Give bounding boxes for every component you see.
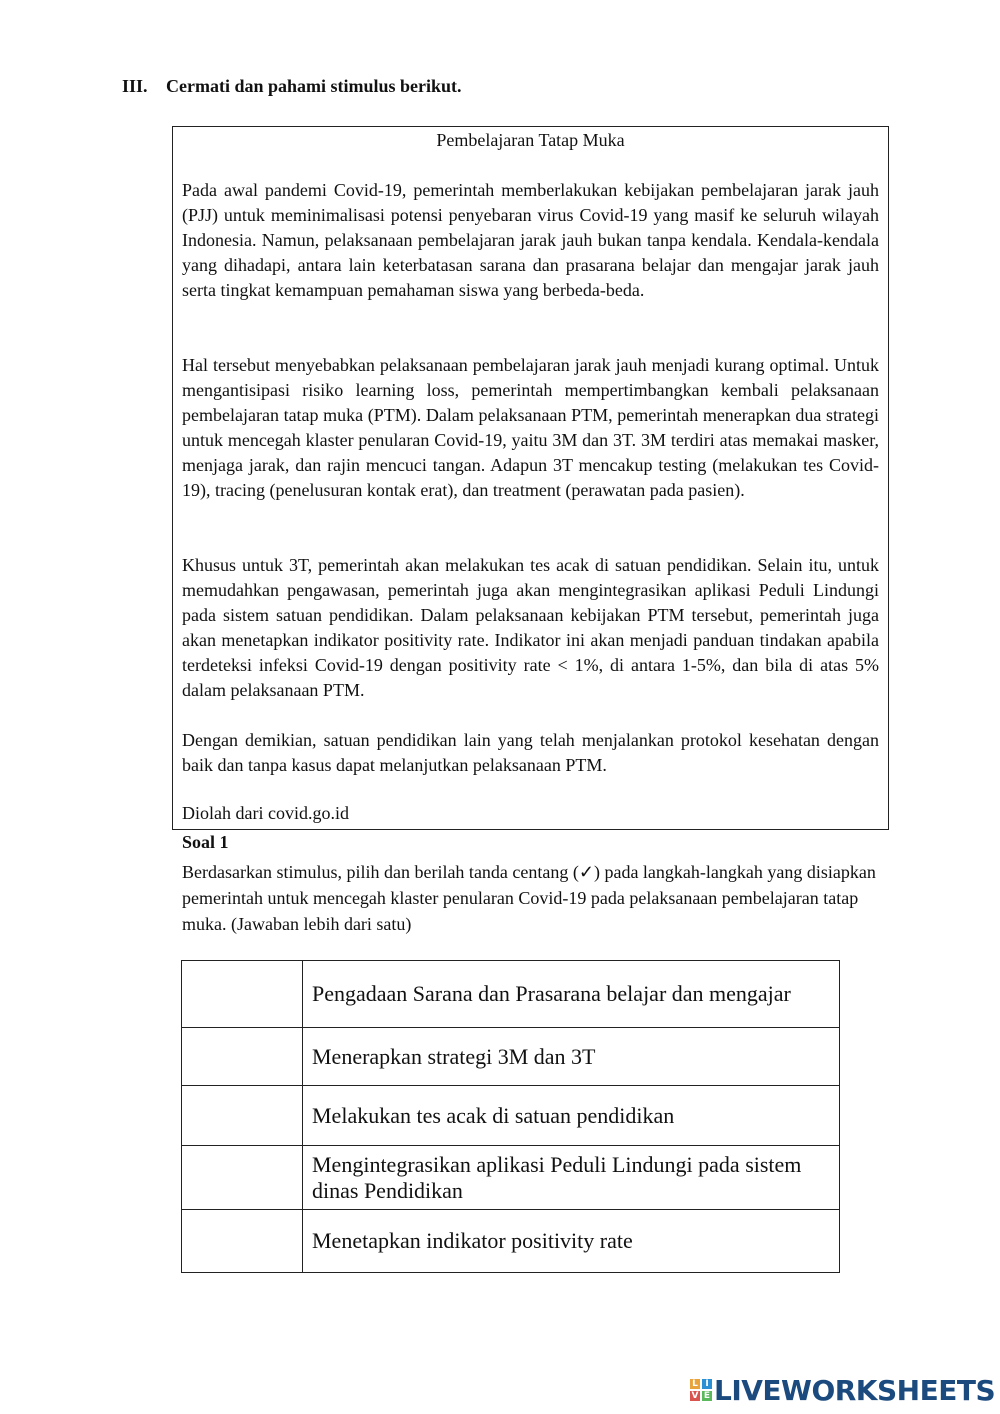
logo-mark-letter: I bbox=[702, 1379, 712, 1389]
section-instruction: Cermati dan pahami stimulus berikut. bbox=[166, 76, 462, 96]
logo-mark-letter: L bbox=[690, 1379, 700, 1389]
logo-text: LIVEWORKSHEETS bbox=[714, 1373, 996, 1407]
section-heading bbox=[122, 76, 462, 97]
liveworksheets-logo bbox=[690, 1374, 995, 1406]
option-label-5: Menetapkan indikator positivity rate bbox=[303, 1210, 840, 1273]
option-label-2: Menerapkan strategi 3M dan 3T bbox=[303, 1028, 840, 1086]
option-row bbox=[182, 961, 840, 1028]
option-row bbox=[182, 1210, 840, 1273]
question-text: Berdasarkan stimulus, pilih dan berilah tanda centang (✓) pada langkah-langkah yang disiapkan pemerintah untuk mencegah klaster penularan Covid-19 pada pelaksanaan pembelajaran tatap muka. (Jawaban lebih dari satu) bbox=[182, 862, 876, 934]
option-checkbox-5[interactable] bbox=[182, 1210, 303, 1273]
stimulus-paragraph-1: Pada awal pandemi Covid-19, pemerintah memberlakukan kebijakan pembelajaran jarak jauh (PJJ) untuk meminimalisasi potensi penyebaran virus Covid-19 yang masif ke seluruh wilayah Indonesia. Namun, pelaksanaan pembelajaran jarak jauh bukan tanpa kendala. Kendala-kendala yang dihadapi, antara lain keterbatasan sarana dan prasarana belajar dan mengajar jarak jauh serta tingkat kemampuan pemahaman siswa yang berbeda-beda. bbox=[182, 180, 879, 300]
option-checkbox-2[interactable] bbox=[182, 1028, 303, 1086]
option-row bbox=[182, 1086, 840, 1146]
logo-mark-letter: E bbox=[703, 1391, 711, 1401]
option-checkbox-1[interactable] bbox=[182, 961, 303, 1028]
section-number: III. bbox=[122, 76, 148, 96]
option-checkbox-4[interactable] bbox=[182, 1146, 303, 1210]
option-label-1: Pengadaan Sarana dan Prasarana belajar dan mengajar bbox=[303, 961, 840, 1028]
option-label-3: Melakukan tes acak di satuan pendidikan bbox=[303, 1086, 840, 1146]
stimulus-title: Pembelajaran Tatap Muka bbox=[436, 130, 625, 150]
question-title: Soal 1 bbox=[182, 832, 229, 852]
logo-mark-letter: V bbox=[691, 1391, 699, 1401]
option-label-4: Mengintegrasikan aplikasi Peduli Lindungi pada sistem dinas Pendidikan bbox=[303, 1146, 840, 1210]
stimulus-paragraph-3: Khusus untuk 3T, pemerintah akan melakukan tes acak di satuan pendidikan. Selain itu, untuk memudahkan pengawasan, pemerintah juga akan mengintegrasikan aplikasi Peduli Lindungi pada sistem satuan pendidikan. Dalam pelaksanaan kebijakan PTM tersebut, pemerintah juga akan menetapkan indikator positivity rate. Indikator ini akan menjadi panduan tindakan apabila terdeteksi infeksi Covid-19 dengan positivity rate < 1%, di antara 1-5%, dan bila di atas 5% dalam pelaksanaan PTM. bbox=[182, 555, 879, 700]
answer-options-table bbox=[181, 960, 840, 1273]
option-row bbox=[182, 1146, 840, 1210]
logo-mark-icon bbox=[690, 1379, 712, 1401]
option-row bbox=[182, 1028, 840, 1086]
stimulus-paragraph-4: Dengan demikian, satuan pendidikan lain yang telah menjalankan protokol kesehatan dengan baik dan tanpa kasus dapat melanjutkan pelaksanaan PTM. bbox=[182, 730, 879, 775]
stimulus-paragraph-2: Hal tersebut menyebabkan pelaksanaan pembelajaran jarak jauh menjadi kurang optimal. Untuk mengantisipasi risiko learning loss, pemerintah mempertimbangkan kembali pelaksanaan pembelajaran tatap muka (PTM). Dalam pelaksanaan PTM, pemerintah menerapkan dua strategi untuk mencegah klaster penularan Covid-19, yaitu 3M dan 3T. 3M terdiri atas memakai masker, menjaga jarak, dan rajin mencuci tangan. Adapun 3T mencakup testing (melakukan tes Covid-19), tracing (penelusuran kontak erat), dan treatment (perawatan pada pasien). bbox=[182, 355, 879, 500]
option-checkbox-3[interactable] bbox=[182, 1086, 303, 1146]
stimulus-source: Diolah dari covid.go.id bbox=[182, 803, 349, 823]
